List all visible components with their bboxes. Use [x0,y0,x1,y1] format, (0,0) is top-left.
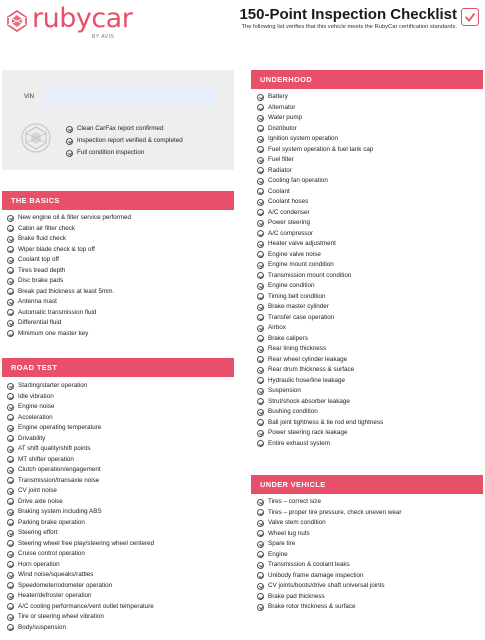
vin-check-item-label: Inspection report verified & completed [77,137,183,144]
basics-item [7,318,131,329]
road-test-item-label: Transmission/transaxle noise [18,476,100,484]
road-test-item-label: Heater/defroster operation [18,592,92,599]
road-test-item [7,602,154,613]
road-test-item [7,381,154,392]
basics-item-label: New engine oil & filter service performed [18,214,132,221]
basics-item-label: Wiper blade check & top off [18,245,95,253]
certification-badge-icon [20,122,52,154]
check-circle-icon [257,314,264,321]
road-test-item [7,518,154,529]
road-test-item-label: Idle vibration [18,392,54,400]
check-circle-icon [7,383,14,390]
underhood-item-label: A/C compressor [268,229,314,237]
check-circle-icon [7,435,14,442]
check-circle-icon [66,138,73,145]
check-circle-icon [7,477,14,484]
underhood-item-label: Rear wheel cylinder leakage [268,355,348,363]
check-circle-icon [7,456,14,463]
check-circle-icon [7,582,14,589]
under-vehicle-item [257,529,401,540]
under-vehicle-list [257,497,401,613]
check-circle-icon [257,541,264,548]
basics-item [7,224,131,235]
the-basics-list [7,213,131,339]
road-test-item-label: Steering wheel free play/steering wheel centered [18,539,155,547]
road-test-item [7,528,154,539]
underhood-item-label: Entire exhaust system [268,439,330,447]
page-header [0,0,485,48]
underhood-item [257,208,383,219]
check-circle-icon [257,430,264,437]
basics-item [7,245,131,256]
vin-checklist [66,123,183,159]
check-circle-icon [7,404,14,411]
basics-item [7,276,131,287]
underhood-item [257,134,383,145]
check-circle-icon [257,377,264,384]
under-vehicle-item [257,581,401,592]
road-test-item [7,560,154,571]
under-vehicle-item [257,602,401,613]
road-test-item-label: Engine operating temperature [18,424,102,431]
check-circle-icon [257,356,264,363]
check-circle-icon [7,425,14,432]
road-test-item [7,476,154,487]
basics-item-label: Break pad thickness at least 5mm. [18,287,115,295]
section-heading-underhood: UNDERHOOD [251,70,483,89]
underhood-item-label: Fuel system operation & fuel tank cap [268,145,374,153]
under-vehicle-item [257,592,401,603]
underhood-item [257,155,383,166]
check-circle-icon [257,583,264,590]
road-test-item [7,539,154,550]
underhood-item-label: Engine valve noise [268,250,321,258]
check-circle-icon [7,288,14,295]
check-circle-icon [7,225,14,232]
vin-field[interactable] [44,88,216,105]
road-test-item [7,549,154,560]
check-circle-icon [7,498,14,505]
road-test-item-label: Starting/starter operation [18,382,88,389]
rubycar-logo [6,3,133,42]
check-circle-icon [257,530,264,537]
vin-check-item [66,123,183,135]
underhood-item-label: Transmission mount condition [268,271,352,279]
check-circle-icon [257,251,264,258]
check-circle-icon [7,593,14,600]
road-test-item [7,402,154,413]
underhood-item [257,355,383,366]
road-test-item [7,591,154,602]
basics-item [7,255,131,266]
road-test-item [7,413,154,424]
underhood-item [257,418,383,429]
under-vehicle-item-label: Valve stem condition [268,519,326,526]
underhood-item [257,260,383,271]
vin-check-item [66,135,183,147]
under-vehicle-item-label: CV joints/boots/drive shaft universal joints [268,582,385,589]
road-test-item-label: CV joint noise [18,487,57,494]
check-circle-icon [257,230,264,237]
check-circle-icon [257,146,264,153]
page-title: 150-Point Inspection Checklist [239,6,457,23]
underhood-item [257,281,383,292]
basics-item [7,213,131,224]
check-circle-icon [257,604,264,611]
check-circle-icon [7,488,14,495]
road-test-item [7,497,154,508]
check-circle-icon [66,150,73,157]
under-vehicle-item [257,518,401,529]
vin-check-item [66,147,183,159]
check-circle-icon [257,178,264,185]
underhood-item-label: Water pump [268,114,303,121]
check-circle-icon [7,278,14,285]
road-test-item-label: Cruise control operation [18,550,85,557]
road-test-item-label: MT shifter operation [18,455,74,463]
basics-item [7,266,131,277]
check-circle-icon [257,157,264,164]
check-circle-icon [257,398,264,405]
road-test-item-label: AT shift quality/shift points [18,445,91,452]
underhood-item-label: Brake master cylinder [268,303,329,310]
underhood-item-label: Suspension [268,387,301,394]
road-test-item [7,612,154,623]
underhood-item [257,313,383,324]
under-vehicle-item [257,571,401,582]
road-test-item [7,570,154,581]
basics-item [7,308,131,319]
section-heading-under-vehicle: UNDER VEHICLE [251,475,483,494]
underhood-item [257,239,383,250]
road-test-item-label: Steering effort [18,529,58,536]
underhood-item-label: Fuel filter [268,156,294,163]
underhood-item [257,407,383,418]
check-circle-icon [7,509,14,516]
check-circle-icon [257,367,264,374]
check-circle-icon [257,409,264,416]
road-test-item-label: Drive axle noise [18,497,63,505]
underhood-item-label: Rear drum thickness & surface [268,366,355,373]
road-test-item-label: Drivability [18,434,46,442]
basics-item [7,287,131,298]
check-circle-icon [257,125,264,132]
under-vehicle-item-label: Brake rotor thickness & surface [268,603,356,610]
check-circle-icon [7,267,14,274]
check-circle-icon [257,209,264,216]
road-test-item [7,423,154,434]
check-circle-icon [257,304,264,311]
check-circle-icon [7,519,14,526]
underhood-item [257,113,383,124]
vin-check-item-label: Full condition inspection [77,149,145,156]
underhood-item [257,187,383,198]
under-vehicle-item-label: Engine [268,550,288,558]
road-test-item [7,507,154,518]
check-circle-icon [257,509,264,516]
underhood-item [257,92,383,103]
check-circle-icon [257,388,264,395]
check-circle-icon [7,236,14,243]
vin-check-item-label: Clean CarFax report confirmed [77,125,164,132]
check-circle-icon [257,551,264,558]
check-circle-icon [7,215,14,222]
road-test-item-label: Tire or steering wheel vibration [18,613,104,620]
basics-item-label: Differential fluid [18,319,62,326]
under-vehicle-item-label: Wheel lug nuts [268,529,310,537]
certified-check-icon [461,8,479,26]
check-circle-icon [7,603,14,610]
check-circle-icon [7,530,14,537]
check-circle-icon [7,446,14,453]
underhood-item-label: A/C condenser [268,208,310,216]
check-circle-icon [7,299,14,306]
basics-item-label: Cabin air filter check [18,224,76,232]
check-circle-icon [257,419,264,426]
underhood-item-label: Heater valve adjustment [268,240,336,247]
road-test-item [7,455,154,466]
underhood-item [257,145,383,156]
underhood-item-label: Strut/shock absorber leakage [268,397,350,405]
underhood-item [257,103,383,114]
check-circle-icon [257,136,264,143]
road-test-item [7,392,154,403]
check-circle-icon [257,520,264,527]
underhood-list [257,92,383,449]
underhood-item-label: Power steering rack leakage [268,429,348,436]
check-circle-icon [66,126,73,133]
check-circle-icon [7,414,14,421]
section-heading-road-test: ROAD TEST [2,358,234,377]
underhood-item-label: Brake calipers [268,334,308,342]
underhood-item [257,323,383,334]
basics-item-label: Tires tread depth [18,266,66,274]
check-circle-icon [257,562,264,569]
vin-label: VIN [24,94,35,100]
check-circle-icon [257,104,264,111]
check-circle-icon [257,325,264,332]
underhood-item [257,250,383,261]
check-circle-icon [257,335,264,342]
road-test-item-label: Wind noise/squeaks/rattles [18,571,94,578]
basics-item-label: Minimum one master key [18,329,89,337]
basics-item-label: Antenna mast [18,298,57,305]
road-test-item-label: Parking brake operation [18,518,85,526]
underhood-item-label: Rear lining thickness [268,345,327,352]
underhood-item-label: Distributor [268,124,297,132]
basics-item [7,234,131,245]
check-circle-icon [257,115,264,122]
underhood-item-label: Coolant hoses [268,198,309,205]
under-vehicle-item [257,550,401,561]
check-circle-icon [7,330,14,337]
underhood-item-label: Hydraulic hose/line leakage [268,376,346,384]
underhood-item-label: Ignition system operation [268,135,339,142]
basics-item-label: Coolant top off [18,256,59,263]
under-vehicle-item [257,560,401,571]
under-vehicle-item-label: Spare tire [268,540,296,547]
check-circle-icon [7,540,14,547]
check-circle-icon [7,393,14,400]
underhood-item [257,197,383,208]
check-circle-icon [257,293,264,300]
road-test-item [7,434,154,445]
under-vehicle-item-label: Brake pad thickness [268,592,325,600]
check-circle-icon [7,551,14,558]
gem-icon [6,10,28,32]
check-circle-icon [7,467,14,474]
check-circle-icon [7,614,14,621]
under-vehicle-item-label: Unibody frame damage inspection [268,571,364,579]
road-test-item [7,444,154,455]
basics-item-label: Automatic transmission fluid [18,308,97,316]
section-heading-the-basics: THE BASICS [2,191,234,210]
underhood-item-label: Cooling fan operation [268,177,328,184]
check-circle-icon [257,440,264,447]
road-test-item-label: Clutch operation/engagement [18,466,101,473]
check-circle-icon [257,283,264,290]
check-circle-icon [257,572,264,579]
underhood-item [257,166,383,177]
check-circle-icon [257,167,264,174]
basics-item [7,329,131,340]
check-circle-icon [7,320,14,327]
under-vehicle-item [257,508,401,519]
under-vehicle-item-label: Tires – proper tire pressure, check uneven wear [268,508,402,516]
check-circle-icon [257,593,264,600]
underhood-item-label: Power steering [268,219,310,226]
check-circle-icon [257,188,264,195]
underhood-item-label: Coolant [268,187,290,195]
road-test-list [7,381,154,633]
vin-panel [2,70,234,170]
check-circle-icon [7,572,14,579]
underhood-item [257,302,383,313]
check-circle-icon [7,257,14,264]
underhood-item [257,271,383,282]
road-test-item-label: A/C cooling performance/vent outlet temperature [18,602,154,610]
road-test-item-label: Acceleration [18,413,53,421]
road-test-item-label: Body/suspension [18,623,66,631]
road-test-item-label: Braking system including ABS [18,508,102,515]
underhood-item [257,376,383,387]
brand-sub: BY AVIS [92,34,115,40]
underhood-item [257,397,383,408]
road-test-item [7,465,154,476]
under-vehicle-item [257,539,401,550]
basics-item-label: Brake fluid check [18,235,66,242]
under-vehicle-item-label: Transmission & coolant leaks [268,561,350,568]
check-circle-icon [257,199,264,206]
check-circle-icon [257,220,264,227]
check-circle-icon [257,272,264,279]
underhood-item-label: Radiator [268,166,292,174]
underhood-item [257,292,383,303]
road-test-item [7,581,154,592]
check-circle-icon [257,262,264,269]
check-circle-icon [7,561,14,568]
underhood-item [257,365,383,376]
underhood-item-label: Transfer case operation [268,313,335,321]
underhood-item-label: Timing belt condition [268,292,326,300]
underhood-item [257,218,383,229]
check-circle-icon [7,624,14,631]
check-circle-icon [257,94,264,101]
check-circle-icon [257,499,264,506]
underhood-item-label: Bushing condition [268,408,318,415]
underhood-item [257,344,383,355]
underhood-item [257,229,383,240]
check-circle-icon [7,246,14,253]
underhood-item-label: Engine condition [268,282,315,289]
underhood-item-label: Airbox [268,324,286,331]
underhood-item [257,439,383,450]
road-test-item-label: Horn operation [18,560,60,568]
underhood-item-label: Engine mount condition [268,261,334,268]
underhood-item [257,176,383,187]
road-test-item [7,623,154,634]
underhood-item [257,124,383,135]
basics-item [7,297,131,308]
check-circle-icon [257,241,264,248]
underhood-item-label: Ball joint tightness & tie rod end tightness [268,418,384,426]
underhood-item-label: Alternator [268,103,296,111]
under-vehicle-item [257,497,401,508]
check-circle-icon [257,346,264,353]
road-test-item-label: Speedometer/odometer operation [18,581,113,589]
page-subtitle: The following list verifies that this vehicle meets the RubyCar certification standards. [241,24,457,30]
underhood-item [257,334,383,345]
brand-name: rubycar [32,3,133,34]
underhood-item [257,428,383,439]
check-circle-icon [7,309,14,316]
road-test-item [7,486,154,497]
road-test-item-label: Engine noise [18,403,55,410]
underhood-item-label: Battery [268,93,288,100]
basics-item-label: Disc brake pads [18,277,64,284]
underhood-item [257,386,383,397]
under-vehicle-item-label: Tires – correct size [268,498,321,505]
